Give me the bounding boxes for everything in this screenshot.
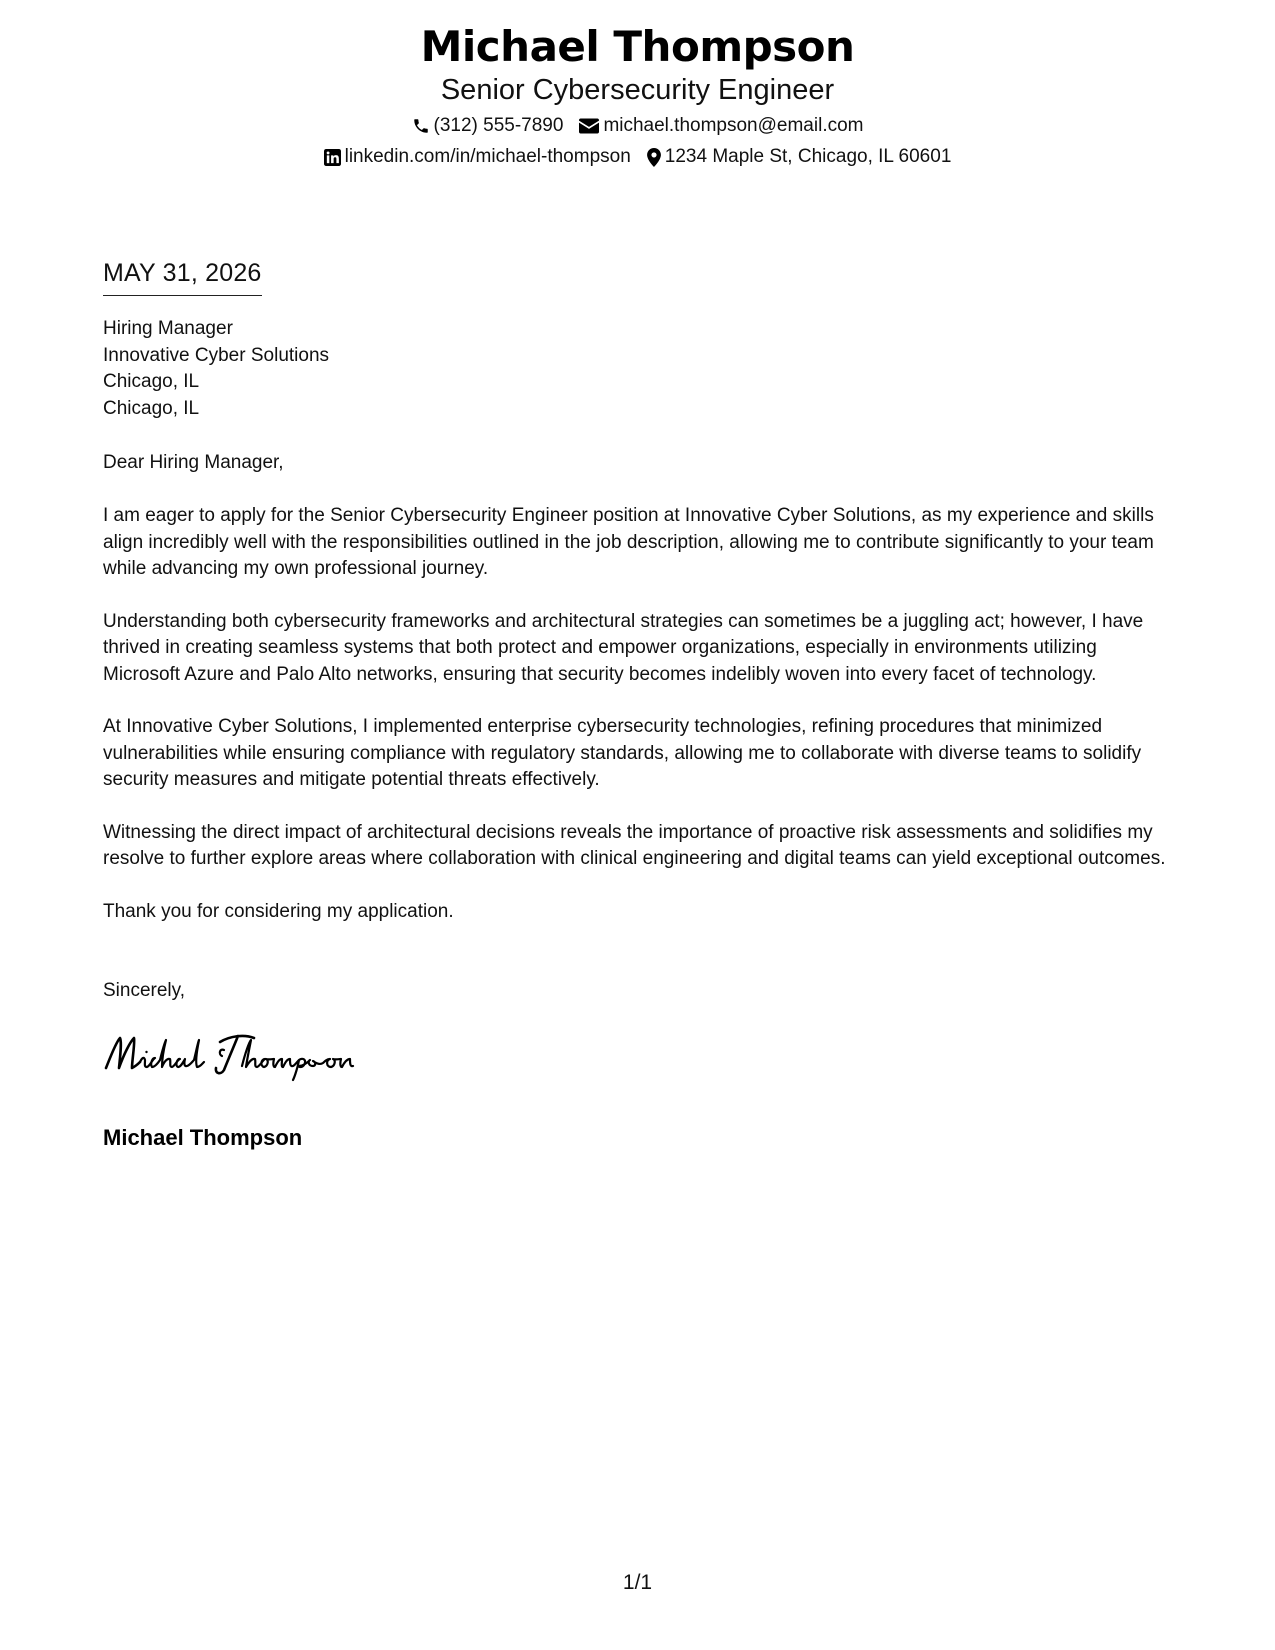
body-paragraph: Thank you for considering my application. <box>103 900 454 922</box>
sender-title: Senior Cybersecurity Engineer <box>440 74 835 106</box>
salutation: Dear Hiring Manager, <box>103 452 284 473</box>
linkedin-text: linkedin.com/in/michael-thompson <box>344 146 631 167</box>
body-paragraph: I am eager to apply for the Senior Cybersecurity Engineer position at Innovative Cyber Solutions, as my experience and skills align incredibly well with the responsibilities outlined in the job description, allowing me to contribute significantly to your team while advancing my own professional journey. <box>103 505 1154 579</box>
signature-drawing <box>102 1030 367 1082</box>
closing: Sincerely, <box>103 980 186 1001</box>
letter-body <box>103 503 1175 951</box>
contact-email[interactable] <box>579 114 863 138</box>
recipient-line: Chicago, IL <box>103 397 200 419</box>
recipient-address <box>103 316 329 422</box>
body-paragraph: At Innovative Cyber Solutions, I implemented enterprise cybersecurity technologies, refining procedures that minimized vulnerabilities while ensuring compliance with regulatory standards, allowing me to collaborate with diverse teams to solidify security measures and mitigate potential threats effectively. <box>103 716 1142 790</box>
page-number: 1/1 <box>622 1571 653 1594</box>
recipient-line: Hiring Manager <box>103 318 233 339</box>
email-text: michael.thompson@email.com <box>603 115 864 136</box>
envelope-icon <box>579 118 599 134</box>
body-paragraph: Understanding both cybersecurity frameworks and architectural strategies can sometimes be a juggling act; however, I have thrived in creating seamless systems that both protect and empower organizations, especially in environments utilizing Microsoft Azure and Palo Alto networks, ensuring that security becomes indelibly woven into every facet of technology. <box>103 610 1144 685</box>
letter-date: MAY 31, 2026 <box>103 258 262 296</box>
sender-name: Michael Thompson <box>420 22 855 71</box>
linkedin-icon <box>324 149 341 166</box>
phone-icon <box>412 117 430 135</box>
signed-name: Michael Thompson <box>103 1125 303 1150</box>
phone-text: (312) 555-7890 <box>433 115 564 136</box>
contact-line-secondary <box>0 145 1275 169</box>
contact-address <box>647 145 952 169</box>
handwritten-signature <box>102 1030 367 1082</box>
contact-linkedin[interactable] <box>324 145 631 169</box>
recipient-line: Chicago, IL <box>103 371 200 392</box>
contact-line-primary <box>0 114 1275 138</box>
recipient-line: Innovative Cyber Solutions <box>103 344 330 366</box>
body-paragraph: Witnessing the direct impact of architectural decisions reveals the importance of proactive risk assessments and solidifies my resolve to further explore areas where collaboration with clinical engineering and digital teams can yield exceptional outcomes. <box>103 821 1166 869</box>
map-marker-icon <box>647 148 661 167</box>
letter-header <box>0 22 1275 169</box>
contact-phone[interactable] <box>412 114 564 138</box>
address-text: 1234 Maple St, Chicago, IL 60601 <box>664 146 952 167</box>
